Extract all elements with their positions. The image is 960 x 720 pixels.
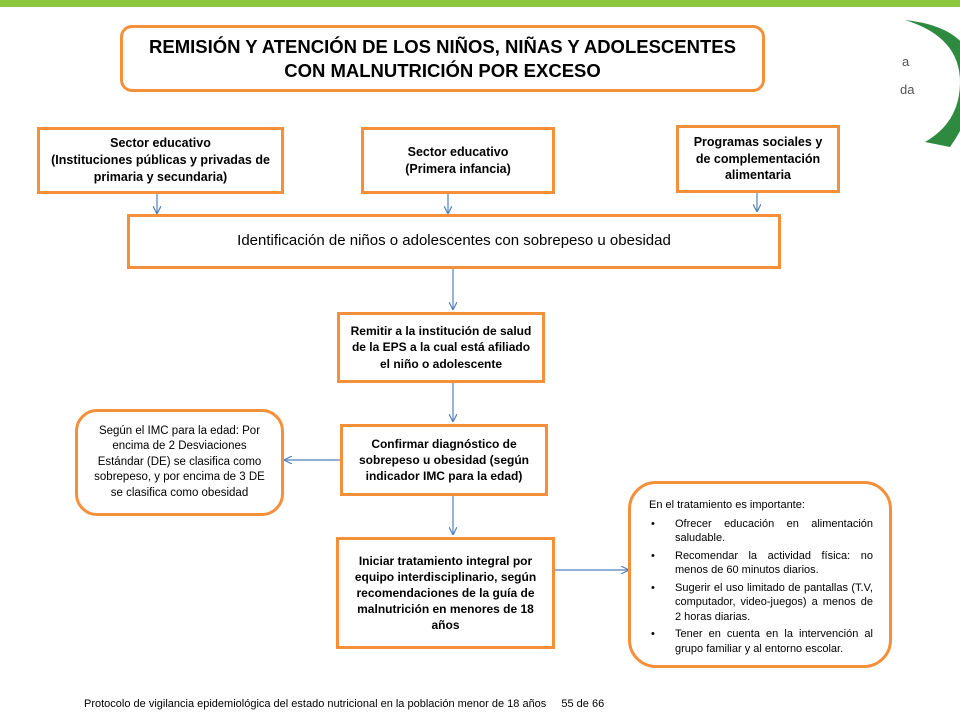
- source-2-line1: Sector educativo: [407, 144, 509, 159]
- logo-text-2: da: [900, 82, 915, 97]
- source-box-social-programs: Programas sociales y de complementación alimentaria: [676, 125, 840, 193]
- source-2-line2: (Primera infancia): [405, 161, 511, 176]
- source-1-line1: Sector educativo: [110, 136, 211, 151]
- treatment-note-list: [649, 517, 873, 657]
- treatment-note-item-4: Tener en cuenta en la intervención al grupo familiar y al entorno escolar.: [675, 628, 873, 655]
- treatment-box: Iniciar tratamiento integral por equipo interdisciplinario, según recomendaciones de la guía de malnutrición en menores de 18 años: [336, 537, 555, 649]
- page-number: 55 de 66: [561, 698, 605, 710]
- list-item: • Sugerir el uso limitado de pantallas (T.V, computador, video-juegos) a menos de 2 horas diarias.: [651, 581, 873, 623]
- list-item: • Recomendar la actividad física: no menos de 60 minutos diarios.: [651, 549, 873, 577]
- list-item: • Tener en cuenta en la intervención al grupo familiar y al entorno escolar.: [651, 628, 873, 655]
- treatment-note-item-1: Ofrecer educación en alimentación saludable.: [675, 517, 873, 545]
- footer: [84, 698, 604, 710]
- list-item: • Ofrecer educación en alimentación saludable.: [651, 517, 873, 545]
- refer-box: Remitir a la institución de salud de la EPS a la cual está afiliado el niño o adolescente: [337, 312, 545, 383]
- identification-box: Identificación de niños o adolescentes con sobrepeso u obesidad: [127, 214, 781, 269]
- source-box-basic-education: [37, 127, 284, 194]
- diagram-title: REMISIÓN Y ATENCIÓN DE LOS NIÑOS, NIÑAS Y ADOLESCENTES CON MALNUTRICIÓN POR EXCESO: [120, 25, 765, 92]
- treatment-note-box: [628, 481, 892, 668]
- logo-text-1: a: [902, 54, 910, 69]
- footer-text: Protocolo de vigilancia epidemiológica del estado nutricional en la población menor de 18 años: [84, 698, 547, 710]
- imc-note-box: Según el IMC para la edad: Por encima de 2 Desviaciones Estándar (DE) se clasifica como sobrepeso, y por encima de 3 DE se clasifica como obesidad: [75, 409, 284, 516]
- confirm-diagnosis-box: Confirmar diagnóstico de sobrepeso u obesidad (según indicador IMC para la edad): [340, 424, 548, 496]
- treatment-note-heading: En el tratamiento es importante:: [649, 499, 805, 511]
- source-box-early-childhood: [361, 127, 555, 194]
- treatment-note-item-3: Sugerir el uso limitado de pantallas (T.V, computador, video-juegos) a menos de 2 horas diarias.: [675, 581, 873, 623]
- source-1-line2: (Instituciones públicas y privadas de primaria y secundaria): [51, 153, 270, 184]
- treatment-note-item-2: Recomendar la actividad física: no menos de 60 minutos diarios.: [675, 549, 873, 577]
